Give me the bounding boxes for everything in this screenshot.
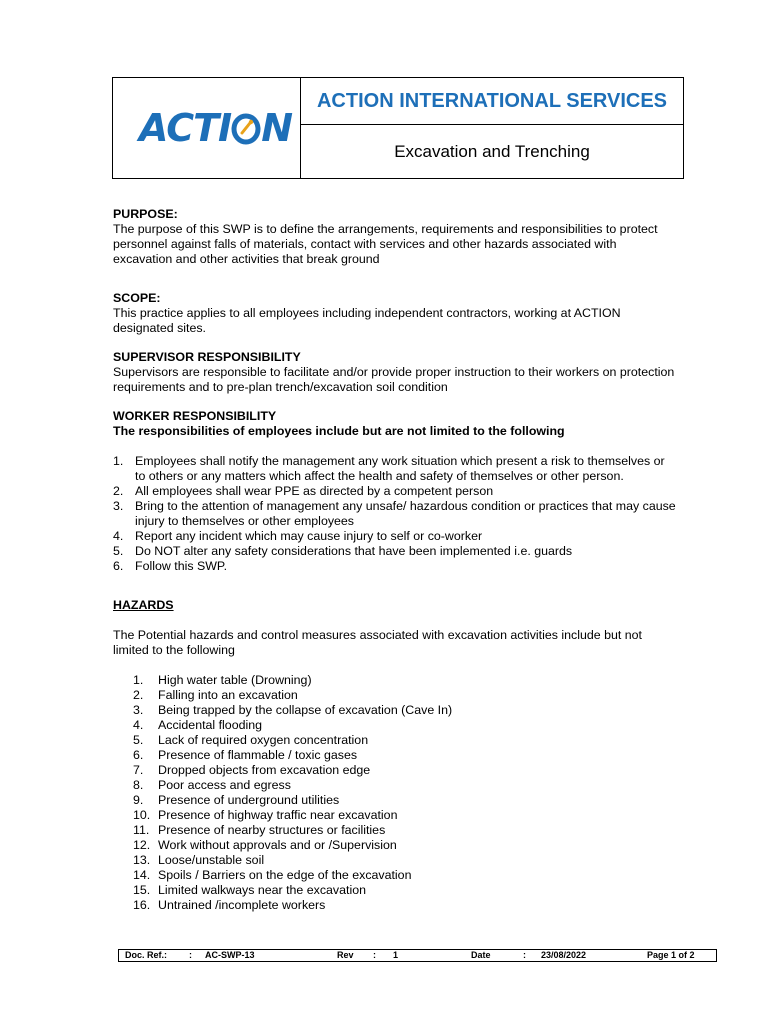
action-logo [139,106,292,150]
logo-text-right: N [261,106,292,150]
hazard-list-item-text: Spoils / Barriers on the edge of the excavation [158,868,412,882]
scope-section [113,291,678,336]
hazard-list-item-number: 8. [133,778,144,792]
date-value: 23/08/2022 [541,950,587,960]
worker-list-item-text: Do NOT alter any safety considerations that have been implemented i.e. guards [135,544,573,558]
hazard-list-item [113,733,678,748]
logo-o-icon [231,111,261,143]
purpose-section [113,207,678,267]
hazard-list-item [113,898,678,913]
hazard-list-item-number: 6. [133,748,144,762]
rev-value: 1 [393,950,399,960]
hazard-list-item-text: Limited walkways near the excavation [158,883,366,897]
doc-ref-value: AC-SWP-13 [205,950,255,960]
date-colon: : [523,950,526,960]
worker-list-item-text: Employees shall notify the management any work situation which present a risk to themselves or to others or any matters which affect the health and safety of themselves or other person. [135,454,665,483]
hazards-section [113,598,678,913]
rev-label: Rev [337,950,354,960]
hazard-list-item [113,808,678,823]
rev-colon: : [373,950,376,960]
hazard-list-item-number: 12. [133,838,151,852]
worker-list-item-number: 5. [113,544,124,558]
worker-list-item-number: 2. [113,484,124,498]
worker-section [113,409,678,574]
document-footer [118,949,717,962]
document-header [112,77,684,179]
worker-list-item [113,499,678,529]
hazard-list-item [113,703,678,718]
supervisor-text: Supervisors are responsible to facilitate and/or provide proper instruction to their workers on protection requirements and to pre-plan trench/excavation soil condition [113,365,675,394]
worker-list-item [113,544,678,559]
hazard-list-item-number: 1. [133,673,144,687]
hazard-list-item-number: 5. [133,733,144,747]
worker-list-item-number: 6. [113,559,124,573]
title-cell [301,125,683,178]
hazard-list-item [113,823,678,838]
hazard-list-item [113,718,678,733]
hazard-list-item-number: 16. [133,898,151,912]
hazards-heading: HAZARDS [113,598,174,612]
hazard-list-item [113,778,678,793]
worker-list-item [113,454,678,484]
hazard-list [113,673,678,913]
hazard-list-item-text: Presence of underground utilities [158,793,340,807]
hazard-list-item [113,883,678,898]
date-label: Date [471,950,491,960]
worker-list [113,454,678,574]
hazard-list-item-text: Accidental flooding [158,718,263,732]
hazard-list-item-text: High water table (Drowning) [158,673,312,687]
doc-ref-label: Doc. Ref.: [125,950,168,960]
hazard-list-item-number: 9. [133,793,144,807]
hazard-list-item-number: 2. [133,688,144,702]
purpose-text: The purpose of this SWP is to define the arrangements, requirements and responsibilities to protect personnel against falls of materials, contact with services and other hazards associated with excavation and other activities that break ground [113,222,658,266]
hazard-list-item-number: 3. [133,703,144,717]
worker-list-item-number: 3. [113,499,124,513]
hazard-list-item [113,763,678,778]
worker-list-item-number: 4. [113,529,124,543]
hazard-list-item [113,673,678,688]
worker-list-item-number: 1. [113,454,124,468]
scope-text: This practice applies to all employees including independent contractors, working at ACTION designated sites. [113,306,621,335]
hazard-list-item-number: 7. [133,763,144,777]
hazard-list-item [113,838,678,853]
hazard-list-item-number: 11. [133,823,150,837]
supervisor-heading: SUPERVISOR RESPONSIBILITY [113,350,301,364]
worker-subheading: The responsibilities of employees include but are not limited to the following [113,424,565,438]
scope-heading: SCOPE: [113,291,161,305]
hazard-list-item [113,688,678,703]
logo-text-left: ACTI [139,106,232,150]
hazard-list-item-text: Falling into an excavation [158,688,298,702]
logo-cell [113,78,301,178]
hazard-list-item-text: Work without approvals and or /Supervision [158,838,397,852]
company-cell [301,78,683,125]
worker-list-item-text: Report any incident which may cause injury to self or co-worker [135,529,483,543]
worker-list-item [113,484,678,499]
hazard-list-item [113,853,678,868]
hazard-list-item-text: Presence of flammable / toxic gases [158,748,358,762]
worker-heading: WORKER RESPONSIBILITY [113,409,277,423]
hazard-list-item-text: Untrained /incomplete workers [158,898,326,912]
supervisor-section [113,350,678,395]
hazard-list-item-number: 10. [133,808,151,822]
hazard-list-item-text: Loose/unstable soil [158,853,265,867]
hazard-list-item-number: 14. [133,868,151,882]
worker-list-item-text: Follow this SWP. [135,559,228,573]
hazard-list-item [113,868,678,883]
hazard-list-item-text: Lack of required oxygen concentration [158,733,369,747]
document-title: Excavation and Trenching [394,141,590,161]
worker-list-item [113,529,678,544]
document-body [113,207,678,913]
hazard-list-item-text: Presence of highway traffic near excavation [158,808,398,822]
worker-list-item-text: All employees shall wear PPE as directed by a competent person [135,484,494,498]
hazard-list-item [113,793,678,808]
hazard-list-item-number: 13. [133,853,151,867]
hazard-list-item-text: Poor access and egress [158,778,291,792]
hazard-list-item [113,748,678,763]
hazard-list-item-text: Being trapped by the collapse of excavation (Cave In) [158,703,453,717]
purpose-heading: PURPOSE: [113,207,178,221]
hazard-list-item-text: Presence of nearby structures or facilities [158,823,386,837]
hazards-intro: The Potential hazards and control measures associated with excavation activities include but not limited to the following [113,628,642,657]
page-label: Page 1 of 2 [647,950,695,960]
worker-list-item-text: Bring to the attention of management any unsafe/ hazardous condition or practices that may cause injury to themselves or other employees [135,499,676,528]
hazard-list-item-text: Dropped objects from excavation edge [158,763,371,777]
worker-list-item [113,559,678,574]
hazard-list-item-number: 4. [133,718,144,732]
hazard-list-item-number: 15. [133,883,151,897]
doc-ref-colon: : [189,950,192,960]
company-name: ACTION INTERNATIONAL SERVICES [316,89,668,112]
